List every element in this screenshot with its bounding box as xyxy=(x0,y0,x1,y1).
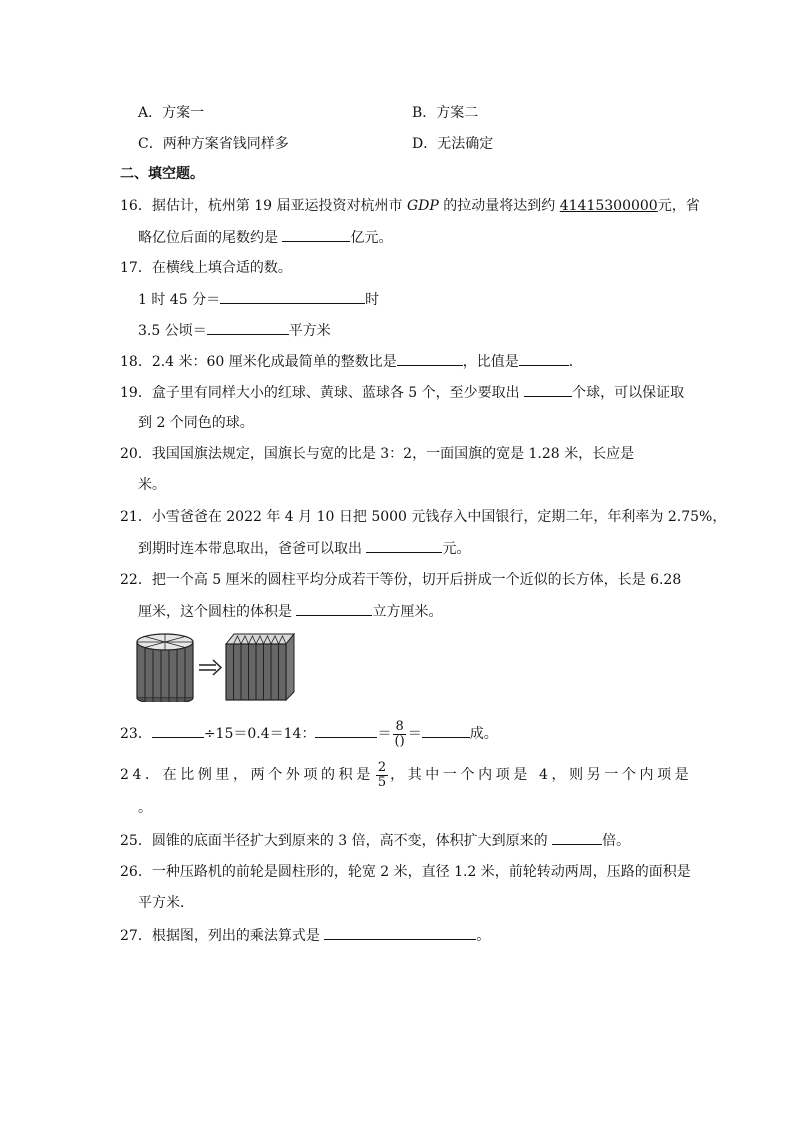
cylinder-to-cuboid-figure xyxy=(136,632,298,702)
q17-time-blank[interactable] xyxy=(220,289,365,304)
q19-text-b: 个球，可以保证取 xyxy=(572,385,685,401)
q20-line2: 米。 xyxy=(138,477,166,493)
q23-line xyxy=(120,719,498,749)
q17-time-label: 1 时 45 分＝ xyxy=(138,292,221,308)
q27-text-b: 。 xyxy=(476,928,491,944)
q21-line1: 21．小雪爸爸在 2022 年 4 月 10 日把 5000 元钱存入中国银行，定期二年，年利率为 2.75%， xyxy=(120,509,727,525)
q26-line1: 26．一种压路机的前轮是圆柱形的，轮宽 2 米，直径 1.2 米，前轮转动两周，压路的面积是 xyxy=(120,864,691,880)
q22-answer-blank[interactable] xyxy=(296,601,372,616)
q24-line1 xyxy=(120,760,692,790)
q26-line2: 平方米． xyxy=(138,895,194,911)
q17-area-unit: 平方米 xyxy=(288,323,331,339)
q16-text-e: 亿元。 xyxy=(350,230,393,246)
q18-text-b: ，比值是 xyxy=(462,354,519,370)
q19-line2: 到 2 个同色的球。 xyxy=(138,415,254,431)
q23-fraction-numerator: 8 xyxy=(395,718,404,734)
q22-line1: 22．把一个高 5 厘米的圆柱平均分成若干等份，切开后拼成一个近似的长方体，长是 6.28 xyxy=(120,572,682,588)
q25-text-a: 25．圆锥的底面半径扩大到原来的 3 倍，高不变，体积扩大到原来的 xyxy=(120,833,553,849)
q16-number: 41415300000 xyxy=(559,198,658,214)
q16-gdp: GDP xyxy=(406,198,439,214)
q17-line2 xyxy=(138,289,379,310)
cuboid-shape xyxy=(226,634,294,700)
q18-ratio-blank[interactable] xyxy=(397,351,463,366)
q25-text-b: 倍。 xyxy=(602,833,631,849)
q23-fraction xyxy=(393,720,405,749)
q18-line xyxy=(120,351,583,372)
arrow-icon xyxy=(199,660,221,675)
q23-text-e: 成。 xyxy=(469,726,498,742)
q24-fraction-denominator: 5 xyxy=(377,774,387,790)
q17-area-blank[interactable] xyxy=(207,320,289,335)
q21-text-a: 到期时连本带息取出，爸爸可以取出 xyxy=(138,541,367,557)
q24-line2: 。 xyxy=(138,800,152,816)
q23-eq-1: ＝ xyxy=(377,726,392,742)
q21-answer-blank[interactable] xyxy=(366,538,442,553)
option-a[interactable]: A．方案一 xyxy=(138,105,205,121)
q25-answer-blank[interactable] xyxy=(552,830,602,845)
q24-text-a: 24．在比例里，两个外项的积是 xyxy=(120,767,374,783)
q19-answer-blank[interactable] xyxy=(524,382,572,397)
q24-fraction-numerator: 2 xyxy=(377,759,387,775)
q25-line xyxy=(120,830,630,851)
q16-text-b: 的拉动量将达到约 xyxy=(438,198,560,214)
q17-line3 xyxy=(138,320,331,341)
q23-eq-2: ＝ xyxy=(407,726,422,742)
q24-text-b: ，其中一个内项是 4，则另一个内项是 xyxy=(390,767,693,783)
q17-line1: 17．在横线上填合适的数。 xyxy=(120,260,292,276)
q21-line2 xyxy=(138,538,470,559)
option-c[interactable]: C．两种方案省钱同样多 xyxy=(138,136,289,152)
cylinder-shape xyxy=(137,634,193,702)
q21-text-b: 元。 xyxy=(442,541,471,557)
q27-text-a: 27．根据图，列出的乘法算式是 xyxy=(120,928,325,944)
q16-line1 xyxy=(120,196,700,216)
q23-blank-3[interactable] xyxy=(422,723,470,738)
q17-area-label: 3.5 公顷＝ xyxy=(138,323,207,339)
q19-text-a: 19．盒子里有同样大小的红球、黄球、蓝球各 5 个，至少要取出 xyxy=(120,385,525,401)
q18-text-c: ． xyxy=(568,354,583,370)
q22-text-a: 厘米，这个圆柱的体积是 xyxy=(138,604,297,620)
q27-answer-blank[interactable] xyxy=(324,925,476,940)
q22-line2 xyxy=(138,601,442,622)
q23-text-b: ÷15＝0.4＝14： xyxy=(203,726,316,742)
q27-line xyxy=(120,925,490,946)
section-title: 二、填空题。 xyxy=(120,166,204,182)
q16-text-d: 略亿位后面的尾数约是 xyxy=(138,230,283,246)
q16-text-c: 元，省 xyxy=(657,198,700,214)
q18-value-blank[interactable] xyxy=(519,351,569,366)
q23-number: 23． xyxy=(120,726,152,742)
q23-blank-2[interactable] xyxy=(315,723,377,738)
q19-line1 xyxy=(120,382,684,403)
q24-fraction xyxy=(376,761,388,790)
q23-blank-1[interactable] xyxy=(152,723,204,738)
q23-fraction-denominator[interactable]: () xyxy=(394,733,405,749)
q16-text-a: 16．据估计，杭州第 19 届亚运投资对杭州市 xyxy=(120,198,407,214)
q17-time-unit: 时 xyxy=(365,292,380,308)
option-d[interactable]: D．无法确定 xyxy=(412,136,494,152)
q20-line1: 20．我国国旗法规定，国旗长与宽的比是 3：2，一面国旗的宽是 1.28 米，长应是 xyxy=(120,446,635,462)
q16-line2 xyxy=(138,227,392,248)
q22-text-b: 立方厘米。 xyxy=(372,604,443,620)
option-b[interactable]: B．方案二 xyxy=(412,105,479,121)
q16-answer-blank[interactable] xyxy=(282,227,350,242)
q18-text-a: 18．2.4 米：60 厘米化成最简单的整数比是 xyxy=(120,354,397,370)
